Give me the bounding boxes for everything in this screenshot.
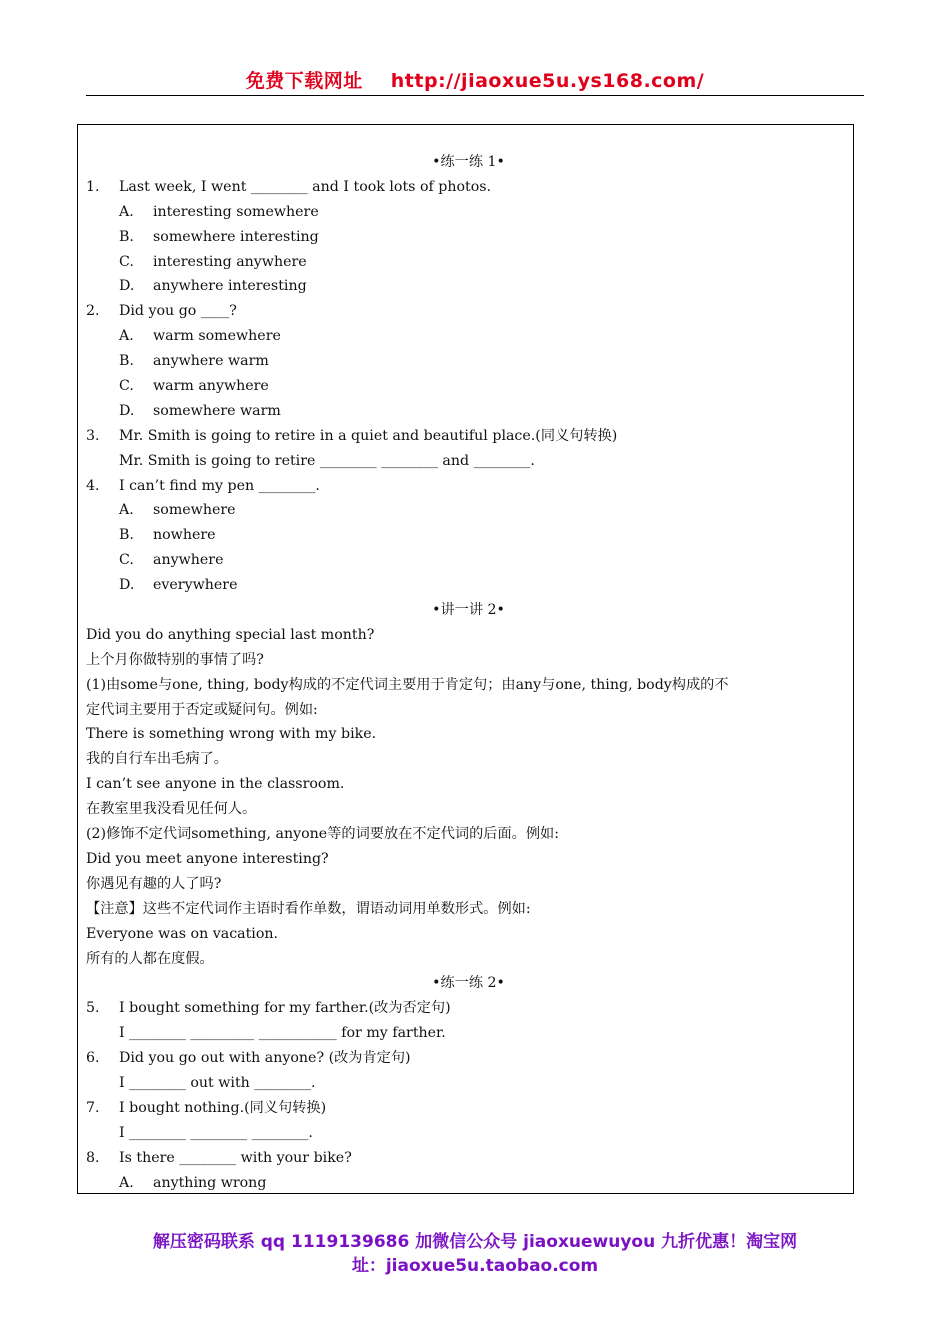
line-text: I ________ _________ ___________ for my farther. (119, 1025, 446, 1042)
line-text: I bought nothing.(同义句转换) (119, 1099, 327, 1116)
question-line (86, 1096, 851, 1121)
option-letter: D. (119, 278, 135, 295)
question-number: 7. (86, 1099, 100, 1116)
line-text: (2)修饰不定代词something, anyone等的词要放在不定代词的后面。例如: (86, 826, 559, 843)
text-line (86, 772, 851, 797)
text-line (86, 648, 851, 673)
option-line (86, 523, 851, 548)
option-line (86, 374, 851, 399)
line-text: somewhere warm (153, 402, 281, 419)
option-line (86, 498, 851, 523)
line-text: nowhere (153, 527, 216, 544)
question-line (86, 424, 851, 449)
text-line (86, 623, 851, 648)
page-header (0, 66, 950, 93)
text-line (86, 847, 851, 872)
line-text: (1)由some与one, thing, body构成的不定代词主要用于肯定句；由any与one, thing, body构成的不 (86, 676, 729, 693)
line-text: Did you do anything special last month? (86, 626, 375, 643)
line-text: anywhere interesting (153, 278, 307, 295)
question-number: 8. (86, 1149, 100, 1166)
line-text: 所有的人都在度假。 (86, 950, 214, 967)
site-name: 免费下载网址 (245, 70, 363, 92)
line-text: I ________ ________ ________. (119, 1124, 313, 1141)
option-letter: C. (119, 378, 134, 395)
option-letter: A. (119, 1174, 134, 1191)
line-text: interesting somewhere (153, 203, 319, 220)
line-text: I can’t find my pen ________. (119, 477, 320, 494)
text-line (86, 872, 851, 897)
header-rule (86, 95, 864, 96)
line-text: interesting anywhere (153, 253, 307, 270)
section-heading (86, 150, 851, 175)
option-letter: A. (119, 502, 134, 519)
line-text: 在教室里我没看见任何人。 (86, 801, 257, 818)
question-line (86, 996, 851, 1021)
text-line (86, 1021, 851, 1046)
option-letter: D. (119, 577, 135, 594)
line-text: Did you meet anyone interesting? (86, 850, 329, 867)
line-text: I can’t see anyone in the classroom. (86, 776, 345, 793)
line-text: anything wrong (153, 1174, 267, 1191)
option-line (86, 324, 851, 349)
line-text: somewhere interesting (153, 228, 319, 245)
option-letter: D. (119, 402, 135, 419)
header-url-link[interactable]: http://jiaoxue5u.ys168.com/ (390, 70, 705, 92)
text-line (86, 797, 851, 822)
line-text: Mr. Smith is going to retire in a quiet and beautiful place.(同义句转换) (119, 427, 618, 444)
option-line (86, 399, 851, 424)
line-text: anywhere warm (153, 353, 269, 370)
question-line (86, 474, 851, 499)
line-text: somewhere (153, 502, 236, 519)
line-text: Did you go out with anyone? (改为肯定句) (119, 1050, 411, 1067)
line-text: 【注意】这些不定代词作主语时看作单数，谓语动词用单数形式。例如: (86, 900, 531, 917)
question-line (86, 175, 851, 200)
exercise-content (86, 150, 851, 1195)
line-text: 你遇见有趣的人了吗? (86, 875, 222, 892)
line-text: I bought something for my farther.(改为否定句) (119, 1000, 451, 1017)
line-text: everywhere (153, 577, 238, 594)
text-line (86, 673, 851, 698)
line-text: Last week, I went ________ and I took lots of photos. (119, 178, 492, 195)
text-line (86, 722, 851, 747)
text-line (86, 922, 851, 947)
option-line (86, 1171, 851, 1196)
section-heading (86, 598, 851, 623)
option-line (86, 274, 851, 299)
page-footer (0, 1230, 950, 1278)
line-text: There is something wrong with my bike. (86, 726, 377, 743)
option-line (86, 250, 851, 275)
text-line (86, 698, 851, 723)
line-text: Is there ________ with your bike? (119, 1149, 352, 1166)
option-letter: B. (119, 527, 134, 544)
text-line (86, 947, 851, 972)
text-line (86, 897, 851, 922)
question-number: 6. (86, 1050, 100, 1067)
option-line (86, 349, 851, 374)
line-text: •练一练 1• (432, 154, 505, 170)
text-line (86, 747, 851, 772)
line-text: Did you go ____? (119, 303, 237, 320)
question-number: 4. (86, 477, 100, 494)
question-line (86, 299, 851, 324)
line-text: warm somewhere (153, 328, 281, 345)
question-line (86, 1146, 851, 1171)
footer-line-1: 解压密码联系 qq 1119139686 加微信公众号 jiaoxuewuyou 九折优惠！淘宝网 (152, 1232, 798, 1252)
option-letter: C. (119, 552, 134, 569)
option-line (86, 225, 851, 250)
option-letter: B. (119, 228, 134, 245)
question-line (86, 1046, 851, 1071)
line-text: anywhere (153, 552, 224, 569)
line-text: Everyone was on vacation. (86, 925, 279, 942)
text-line (86, 1071, 851, 1096)
option-letter: A. (119, 328, 134, 345)
line-text: 上个月你做特别的事情了吗? (86, 651, 264, 668)
question-number: 1. (86, 178, 100, 195)
section-heading (86, 971, 851, 996)
option-letter: B. (119, 353, 134, 370)
text-line (86, 1121, 851, 1146)
option-line (86, 200, 851, 225)
line-text: •讲一讲 2• (432, 602, 505, 619)
line-text: •练一练 2• (432, 975, 505, 992)
option-line (86, 548, 851, 573)
footer-line-2: 址：jiaoxue5u.taobao.com (351, 1256, 599, 1276)
option-line (86, 573, 851, 598)
line-text: Mr. Smith is going to retire ________ ________ and ________. (119, 452, 535, 469)
line-text: 定代词主要用于否定或疑问句。例如: (86, 701, 318, 718)
text-line (86, 449, 851, 474)
question-number: 5. (86, 1000, 100, 1017)
text-line (86, 822, 851, 847)
question-number: 3. (86, 427, 100, 444)
line-text: 我的自行车出毛病了。 (86, 751, 228, 768)
option-letter: C. (119, 253, 134, 270)
question-number: 2. (86, 303, 100, 320)
line-text: warm anywhere (153, 378, 269, 395)
line-text: I ________ out with ________. (119, 1074, 316, 1091)
option-letter: A. (119, 203, 134, 220)
